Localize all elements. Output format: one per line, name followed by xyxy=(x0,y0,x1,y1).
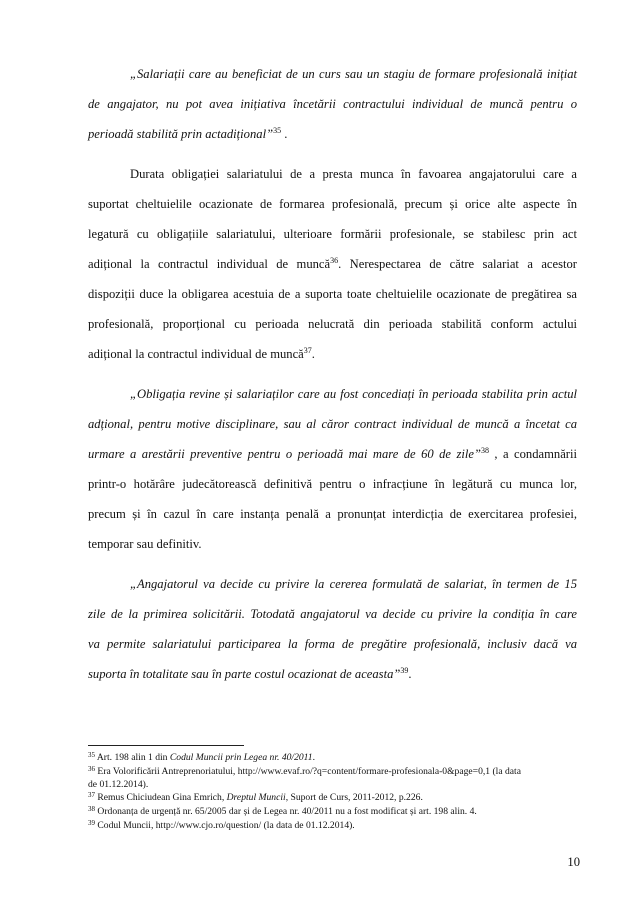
p2-line-6: profesională, proporțional cu perioada nelucrată din perioada stabilită conform actului xyxy=(88,317,577,331)
p2-line-2: suportat cheltuielile ocazionate de formarea profesională, precum și orice alte aspecte în xyxy=(88,197,577,211)
p1-line-1: „Salariații care au beneficiat de un curs sau un stagiu de formare profesională inițiat xyxy=(130,67,577,81)
footnote-39: $^{39}$ Codul Muncii, http://www.cjo.ro/question/ (la data de 01.12.2014). xyxy=(88,819,355,831)
p3-line-3: urmare a arestării preventive pentru o perioadă mai mare de 60 de zile”$^{38}$ , a condamnării xyxy=(88,446,577,461)
footnote-36-continued: de 01.12.2014). xyxy=(88,779,149,790)
p2-line-5: dispoziții duce la obligarea acestuia de a suporta toate cheltuielile ocazionate de pregătirea sa xyxy=(88,287,577,301)
footnote-ref-36: 36 xyxy=(330,256,339,265)
footnote-38: $^{38}$ Ordonanța de urgență nr. 65/2005 dar și de Legea nr. 40/2011 nu a fost modificat și art. 198 alin. 4. xyxy=(88,805,477,817)
p3-line-6: temporar sau definitiv. xyxy=(88,537,202,551)
footnote-36: $^{36}$ Era Volorificării Antreprenoriatului, http://www.evaf.ro/?q=content/formare-profesionala-0&page=0,1 (la data xyxy=(88,765,521,777)
footnote-37: $^{37}$ Remus Chiciudean Gina Emrich, Dreptul Muncii, Suport de Curs, 2011-2012, p.226. xyxy=(88,791,423,803)
footnote-ref-39: 39 xyxy=(400,666,409,675)
p3-line-2: adțional, pentru motive disciplinare, sau al căror contract individual de muncă a încetat ca xyxy=(88,417,577,431)
p2-line-3: legatură cu obligațiile salariatului, ulterioare formării profesionale, se stabilesc prin act xyxy=(88,227,577,241)
page-number: 10 xyxy=(567,855,580,869)
p1-line-2: de angajator, nu pot avea inițiativa încetării contractului individual de muncă pentru o xyxy=(88,97,577,111)
p3-line-4: printr-o hotărâre judecătorească definitivă pentru o infracțiune în legătură cu munca lor, xyxy=(88,477,577,491)
footnote-separator xyxy=(88,745,244,746)
footnote-36-link: Era Volorificării Antreprenoriatului, http://www.evaf.ro/?q=content/formare-profesionala-0&page=0,1 (la data xyxy=(95,766,521,777)
p4-line-3: va permite salariatului participarea la forma de pregătire profesională, inclusiv dacă va xyxy=(88,637,577,651)
p2-line-4: adițional la contractul individual de muncă$^{36}$. Nerespectarea de către salariat a acestor xyxy=(88,256,577,271)
p4-line-4: suporta în totalitate sau în parte costul ocazionat de aceasta”$^{39}$. xyxy=(88,666,412,681)
footnote-ref-38: 38 xyxy=(480,446,489,455)
p3-line-1: „Obligația revine și salariaților care au fost concediați în perioada stabilita prin actul xyxy=(130,387,577,401)
p3-line-5: precum și în cazul în care instanța penală a pronunțat interdicția de exercitarea profesiei, xyxy=(88,507,577,521)
footnote-ref-37: 37 xyxy=(303,346,312,355)
p4-line-2: zile de la primirea solicitării. Totodată angajatorul va decide cu privire la condiția în care xyxy=(88,607,577,621)
p2-line-1: Durata obligației salariatului de a presta munca în favoarea angajatorului care a xyxy=(130,167,577,181)
p1-line-3: perioadă stabilită prin actadițional”$^{35}$ . xyxy=(88,126,288,141)
footnote-35: $^{35}$ Art. 198 alin 1 din Codul Muncii prin Legea nr. 40/2011. xyxy=(88,751,315,763)
p4-line-1: „Angajatorul va decide cu privire la cererea formulată de salariat, în termen de 15 xyxy=(130,577,577,591)
footnote-ref-35: 35 xyxy=(273,126,282,135)
p2-line-7: adițional la contractul individual de muncă$^{37}$. xyxy=(88,346,315,361)
